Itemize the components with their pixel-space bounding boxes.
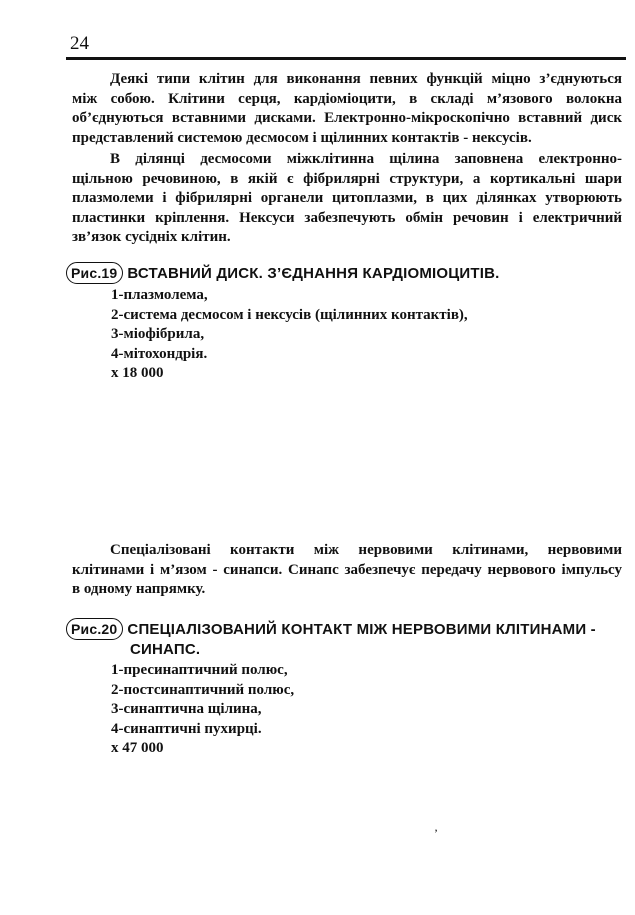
- text-line: пластинки кріплення. Нексуси забезпечують обмін речовин і електричний: [72, 209, 622, 226]
- figure-19-title: ВСТАВНИЙ ДИСК. З’ЄДНАННЯ КАРДІОМІОЦИТІВ.: [127, 265, 500, 282]
- legend-item: 3-міофібрила,: [111, 326, 205, 342]
- legend-item: 3-синаптична щілина,: [111, 701, 262, 717]
- figure-19-label: Рис.19: [66, 262, 123, 284]
- legend-item: 1-пресинаптичний полюс,: [111, 662, 288, 678]
- text-line: в одному напрямку.: [72, 581, 206, 598]
- header-rule: [66, 57, 626, 60]
- paragraph-desmosome: [72, 150, 622, 248]
- text-line: Спеціалізовані контакти між нервовими клітинами, нервовими: [110, 542, 622, 558]
- figure-19-heading: [66, 262, 500, 284]
- legend-item: 4-мітохондрія.: [111, 345, 208, 362]
- text-line: щільною речовиною, в якій є фібрилярні структури, а кортикальні шари: [72, 170, 622, 187]
- legend-item: 1-плазмолема,: [111, 287, 208, 303]
- text-line: об’єднуються вставними дисками. Електронно-мікроскопічно вставний диск: [72, 110, 622, 127]
- legend-item: 2-постсинаптичний полюс,: [111, 681, 295, 698]
- figure-20-label: Рис.20: [66, 618, 123, 640]
- legend-item: 4-синаптичні пухирці.: [111, 720, 262, 737]
- figure-20-title-continued: СИНАПС.: [130, 641, 201, 658]
- figure-20-legend: [111, 661, 294, 759]
- paragraph-cell-junctions: [72, 70, 622, 148]
- page-number: 24: [70, 33, 89, 54]
- text-line: зв’язок сусідніх клітин.: [72, 229, 231, 246]
- magnification: х 47 000: [111, 740, 164, 756]
- magnification: х 18 000: [111, 365, 164, 381]
- text-line: В ділянці десмосоми міжклітинна щілина заповнена електронно-: [110, 151, 622, 167]
- paragraph-synapse: [72, 541, 622, 600]
- figure-20-heading: [66, 618, 596, 660]
- figure-20-title: СПЕЦІАЛІЗОВАНИЙ КОНТАКТ МІЖ НЕРВОВИМИ КЛІТИНАМИ -: [127, 621, 596, 638]
- stray-mark: ’: [434, 826, 438, 840]
- legend-item: 2-система десмосом і нексусів (щілинних контактів),: [111, 306, 468, 323]
- text-line: плазмолеми і фібрилярні органели цитоплазми, в цих ділянках утворюють: [72, 190, 622, 207]
- text-line: представлений системою десмосом і щілинних контактів - нексусів.: [72, 129, 532, 146]
- text-line: між собою. Клітини серця, кардіоміоцити, в складі м’язового волокна: [72, 90, 622, 107]
- text-line: Деякі типи клітин для виконання певних функцій міцно з’єднуються: [110, 71, 622, 87]
- figure-19-legend: [111, 286, 468, 384]
- text-line: клітинами і м’язом - синапси. Синапс забезпечує передачу нервового імпульсу: [72, 561, 622, 578]
